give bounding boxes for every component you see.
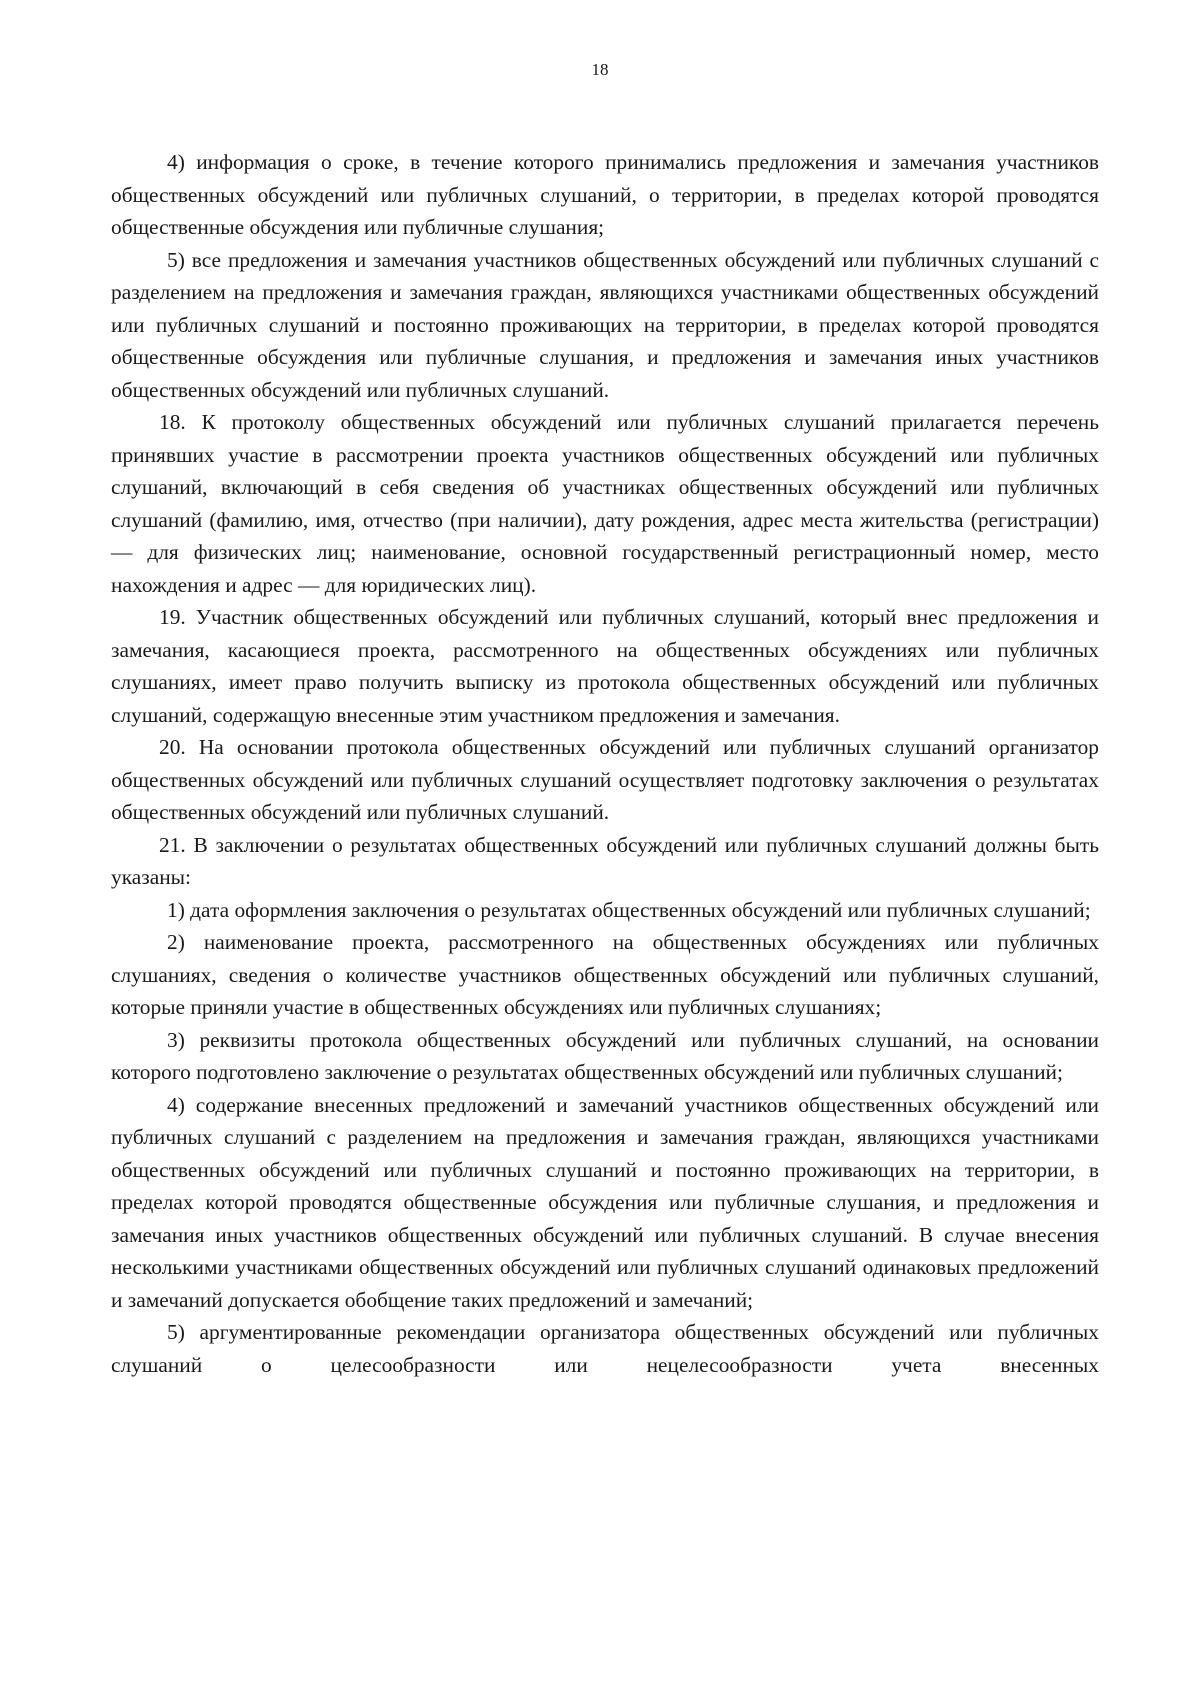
paragraph-clause-21-item-2: 2) наименование проекта, рассмотренного на общественных обсуждениях или публичных слушаниях, сведения о количестве участников общественных обсуждений или публичных слушаний, которые приняли участие в общественных обсуждениях или публичных слушаниях; <box>111 930 1099 1019</box>
paragraph-clause-18: 18. К протоколу общественных обсуждений или публичных слушаний прилагается перечень принявших участие в рассмотрении проекта участников общественных обсуждений или публичных слушаний, включающий в себя сведения об участниках общественных обсуждений или публичных слушаний (фамилию, имя, отчество (при наличии), дату рождения, адрес места жительства (регистрации) — для физических лиц; наименование, основной государственный регистрационный номер, место нахождения и адрес — для юридических лиц). <box>111 410 1099 597</box>
paragraph-clause-20: 20. На основании протокола общественных обсуждений или публичных слушаний организатор общественных обсуждений или публичных слушаний осуществляет подготовку заключения о результатах общественных обсуждений или публичных слушаний. <box>111 735 1099 824</box>
paragraph-clause-19: 19. Участник общественных обсуждений или публичных слушаний, который внес предложения и замечания, касающиеся проекта, рассмотренного на общественных обсуждениях или публичных слушаниях, имеет право получить выписку из протокола общественных обсуждений или публичных слушаний, содержащую внесенные этим участником предложения и замечания. <box>111 605 1099 727</box>
paragraph-clause-21-item-5: 5) аргументированные рекомендации организатора общественных обсуждений или публичных слушаний о целесообразности или нецелесообразности учета внесенных <box>111 1320 1099 1377</box>
paragraph-clause-21-item-1: 1) дата оформления заключения о результатах общественных обсуждений или публичных слушаний; <box>167 897 1091 922</box>
page-number: 18 <box>591 60 609 79</box>
document-body <box>111 146 1099 1381</box>
paragraph-clause-21-item-3: 3) реквизиты протокола общественных обсуждений или публичных слушаний, на основании которого подготовлено заключение о результатах общественных обсуждений или публичных слушаний; <box>111 1027 1099 1084</box>
paragraph-item-5-proposals: 5) все предложения и замечания участников общественных обсуждений или публичных слушаний с разделением на предложения и замечания граждан, являющихся участниками общественных обсуждений или публичных слушаний и постоянно проживающих на территории, в пределах которой проводятся общественные обсуждения или публичные слушания, и предложения и замечания иных участников общественных обсуждений или публичных слушаний. <box>111 247 1099 402</box>
paragraph-clause-21: 21. В заключении о результатах общественных обсуждений или публичных слушаний должны быть указаны: <box>111 832 1099 889</box>
paragraph-clause-21-item-4: 4) содержание внесенных предложений и замечаний участников общественных обсуждений или публичных слушаний с разделением на предложения и замечания граждан, являющихся участниками общественных обсуждений или публичных слушаний и постоянно проживающих на территории, в пределах которой проводятся общественные обсуждения или публичные слушания, и предложения и замечания иных участников общественных обсуждений или публичных слушаний. В случае внесения несколькими участниками общественных обсуждений или публичных слушаний одинаковых предложений и замечаний допускается обобщение таких предложений и замечаний; <box>111 1092 1099 1312</box>
paragraph-item-4-info: 4) информация о сроке, в течение которого принимались предложения и замечания участников общественных обсуждений или публичных слушаний, о территории, в пределах которой проводятся общественные обсуждения или публичные слушания; <box>111 150 1099 239</box>
